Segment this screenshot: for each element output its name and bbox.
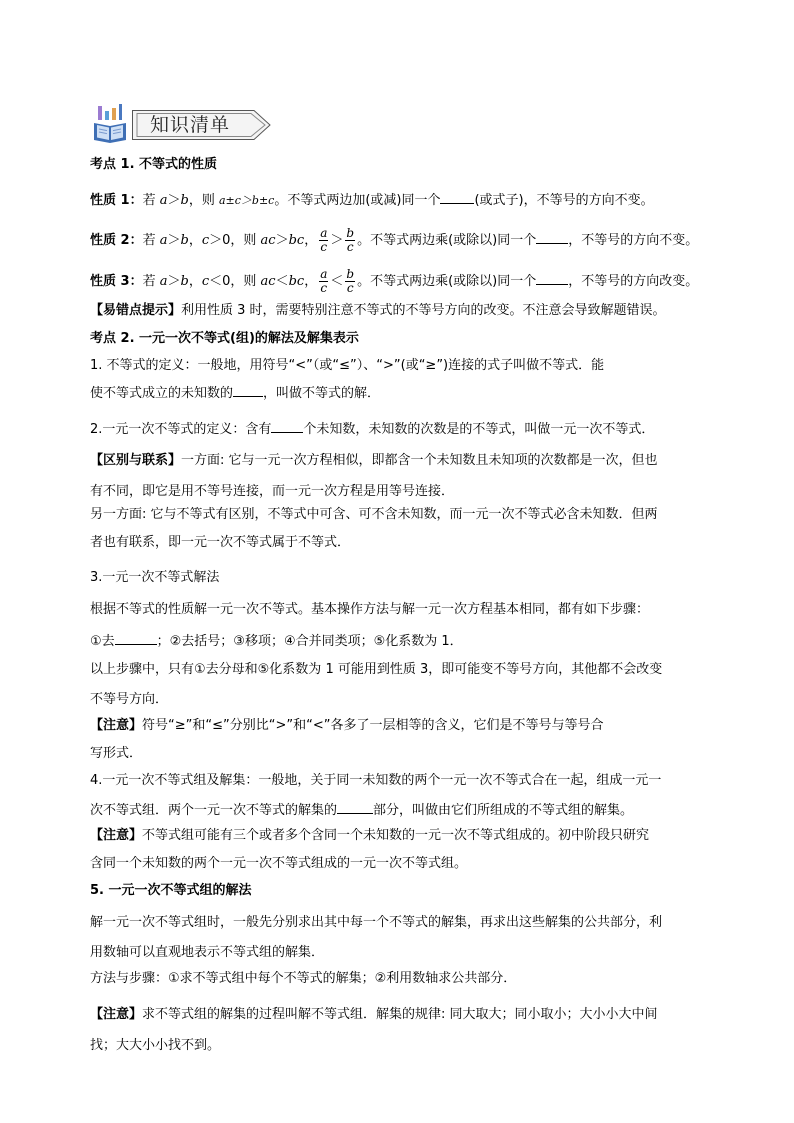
p2-fraction-a-over-c bbox=[319, 227, 328, 254]
book-icon bbox=[92, 103, 128, 143]
p2-frac-num-a: a bbox=[320, 226, 328, 240]
p3-cond: ＜0，则 bbox=[209, 274, 261, 289]
note1-label: 【注意】 bbox=[90, 718, 143, 733]
p1-after: (或式子)，不等号的方向不变。 bbox=[474, 193, 654, 208]
p3-a: a bbox=[159, 274, 168, 289]
property-2 bbox=[90, 227, 698, 254]
relation-label: 【区别与联系】 bbox=[90, 453, 182, 468]
p3-c: c bbox=[201, 274, 210, 289]
p3-comma: ， bbox=[304, 274, 318, 289]
note1-line2: 写形式． bbox=[90, 746, 143, 761]
p3-frac-num-a: a bbox=[320, 267, 328, 281]
section-header bbox=[92, 103, 282, 143]
p2-frel: ＞ bbox=[330, 233, 344, 248]
s5-note-line2: 找；大大小小找不到。 bbox=[90, 1038, 221, 1053]
s3-blank bbox=[115, 632, 157, 645]
p1-expr: a±c＞b±c bbox=[218, 194, 275, 207]
s4-blank bbox=[337, 801, 373, 814]
p3-fraction-a-over-c bbox=[319, 268, 328, 295]
p3-blank bbox=[536, 272, 568, 285]
note2-line2: 含同一个未知数的两个一元一次不等式组成的一元一次不等式组。 bbox=[90, 856, 468, 871]
s4-line2-b: 部分，叫做由它们所组成的不等式组的解集。 bbox=[373, 803, 634, 818]
p1-blank bbox=[440, 191, 474, 204]
p2-c: c bbox=[201, 233, 210, 248]
p3-b: b bbox=[180, 274, 189, 289]
relation-line1 bbox=[90, 453, 658, 469]
p1-gt: ＞ bbox=[167, 193, 181, 208]
s2-blank bbox=[271, 420, 303, 433]
s4-line1: 4.一元一次不等式组及解集：一般地，关于同一未知数的两个一元一次不等式合在一起，组成一元一 bbox=[90, 773, 662, 788]
note1-text1: 符号“≥”和“≤”分别比“>”和“<”各多了一层相等的含义，它们是不等号与等号合 bbox=[142, 718, 604, 733]
s5-note-text1: 求不等式组的解集的过程叫解不等式组．解集的规律: 同大取大；同小取小；大小小大中间 bbox=[142, 1007, 658, 1022]
p2-after: ，不等号的方向不变。 bbox=[568, 233, 699, 248]
p2-gt: ＞ bbox=[167, 233, 181, 248]
s1-blank bbox=[233, 384, 263, 397]
p3-rel: ＜ bbox=[275, 274, 289, 289]
s3-steps-a: ①去 bbox=[90, 634, 115, 649]
p2-pre: 若 bbox=[142, 233, 160, 248]
p3-label: 性质 3： bbox=[90, 274, 143, 289]
p2-text: 。不等式两边乘(或除以)同一个 bbox=[357, 233, 537, 248]
s2-a: 2.一元一次不等式的定义：含有 bbox=[90, 422, 272, 437]
s1-line2-b: ，叫做不等式的解． bbox=[263, 386, 381, 401]
p1-mid: ，则 bbox=[188, 193, 219, 208]
p3-frac-den-c: c bbox=[320, 281, 328, 295]
s5-line3: 方法与步骤：①求不等式组中每个不等式的解集；②利用数轴求公共部分． bbox=[90, 971, 517, 986]
p2-bc: bc bbox=[288, 233, 305, 248]
s4-line2-a: 次不等式组．两个一元一次不等式的解集的 bbox=[90, 803, 338, 818]
p2-frac-den-c: c bbox=[320, 240, 328, 254]
p3-pre: 若 bbox=[142, 274, 160, 289]
p2-label: 性质 2： bbox=[90, 233, 143, 248]
p1-a: a bbox=[159, 193, 168, 208]
p1-pre: 若 bbox=[142, 193, 160, 208]
k2-heading: 考点 2. 一元一次不等式(组)的解法及解集表示 bbox=[90, 331, 359, 346]
p2-fraction-b-over-c bbox=[345, 227, 355, 254]
p2-frac-num-b: b bbox=[346, 226, 355, 240]
p2-rel: ＞ bbox=[275, 233, 289, 248]
s1-line2-a: 使不等式成立的未知数的 bbox=[90, 386, 234, 401]
p3-sep: ， bbox=[188, 274, 202, 289]
s3-line3: 以上步骤中，只有①去分母和⑤化系数为 1 可能用到性质 3，即可能变不等号方向，其他都不会改变 bbox=[90, 662, 663, 677]
note2-label: 【注意】 bbox=[90, 828, 143, 843]
relation-line4: 者也有联系，即一元一次不等式属于不等式． bbox=[90, 535, 351, 550]
tip-label: 【易错点提示】 bbox=[90, 303, 182, 318]
p2-a: a bbox=[159, 233, 168, 248]
p2-b: b bbox=[180, 233, 189, 248]
p3-text: 。不等式两边乘(或除以)同一个 bbox=[357, 274, 537, 289]
p1-label: 性质 1： bbox=[90, 193, 143, 208]
relation-line2: 有不同，即它是用不等号连接，而一元一次方程是用等号连接． bbox=[90, 484, 455, 499]
p2-ac: ac bbox=[260, 233, 276, 248]
p3-bc: bc bbox=[288, 274, 305, 289]
s2-b: 个未知数，未知数的次数是的不等式，叫做一元一次不等式． bbox=[303, 422, 655, 437]
s3-line1: 根据不等式的性质解一元一次不等式。基本操作方法与解一元一次方程基本相同，都有如下步骤： bbox=[90, 602, 650, 617]
s3-title: 3.一元一次不等式解法 bbox=[90, 570, 220, 585]
s5-heading: 5. 一元一次不等式组的解法 bbox=[90, 883, 252, 898]
s5-note-line1 bbox=[90, 1007, 658, 1023]
p3-frac-num-b: b bbox=[346, 267, 355, 281]
tip-text: 利用性质 3 时，需要特别注意不等式的不等号方向的改变。不注意会导致解题错误。 bbox=[181, 303, 666, 318]
s4-line2 bbox=[90, 801, 633, 819]
p2-comma: ， bbox=[304, 233, 318, 248]
p2-sep: ， bbox=[188, 233, 202, 248]
p3-after: ，不等号的方向改变。 bbox=[568, 274, 699, 289]
relation-text1: 一方面: 它与一元一次方程相似，即都含一个未知数且未知项的次数都是一次，但也 bbox=[181, 453, 658, 468]
s5-line1: 解一元一次不等式组时，一般先分别求出其中每一个不等式的解集，再求出这些解集的公共部分，利 bbox=[90, 915, 663, 930]
property-1 bbox=[90, 191, 654, 209]
p2-blank bbox=[536, 231, 568, 244]
p3-ac: ac bbox=[260, 274, 276, 289]
p3-frel: ＜ bbox=[330, 274, 344, 289]
s2-line bbox=[90, 420, 654, 438]
p3-gt: ＞ bbox=[167, 274, 181, 289]
property-3 bbox=[90, 268, 698, 295]
s1-line1: 1. 不等式的定义：一般地，用符号“<”（或“≤”）、“>”(或“≥”)连接的式子叫做不等式．能 bbox=[90, 358, 605, 373]
s5-note-label: 【注意】 bbox=[90, 1007, 143, 1022]
s1-line2 bbox=[90, 384, 380, 402]
note1-line1 bbox=[90, 718, 603, 734]
p1-b: b bbox=[180, 193, 189, 208]
note2-text1: 不等式组可能有三个或者多个含同一个未知数的一元一次不等式组成的。初中阶段只研究 bbox=[142, 828, 650, 843]
p2-cond: ＞0，则 bbox=[209, 233, 261, 248]
section-title: 知识清单 bbox=[150, 114, 231, 136]
relation-line3: 另一方面: 它与不等式有区别，不等式中可含、可不含未知数，而一元一次不等式必含未知数．但两 bbox=[90, 507, 658, 522]
p3-fraction-b-over-c bbox=[345, 268, 355, 295]
k1-heading: 考点 1. 不等式的性质 bbox=[90, 157, 218, 172]
p3-frac-den-c2: c bbox=[346, 281, 354, 295]
note2-line1 bbox=[90, 828, 649, 844]
s3-steps-b: ；②去括号；③移项；④合并同类项；⑤化系数为 1． bbox=[156, 634, 463, 649]
s5-line2: 用数轴可以直观地表示不等式组的解集． bbox=[90, 945, 325, 960]
s3-steps bbox=[90, 632, 463, 650]
error-tip bbox=[90, 303, 666, 319]
s3-line4: 不等号方向． bbox=[90, 692, 169, 707]
p2-frac-den-c2: c bbox=[346, 240, 354, 254]
p1-text: 。不等式两边加(或减)同一个 bbox=[274, 193, 441, 208]
